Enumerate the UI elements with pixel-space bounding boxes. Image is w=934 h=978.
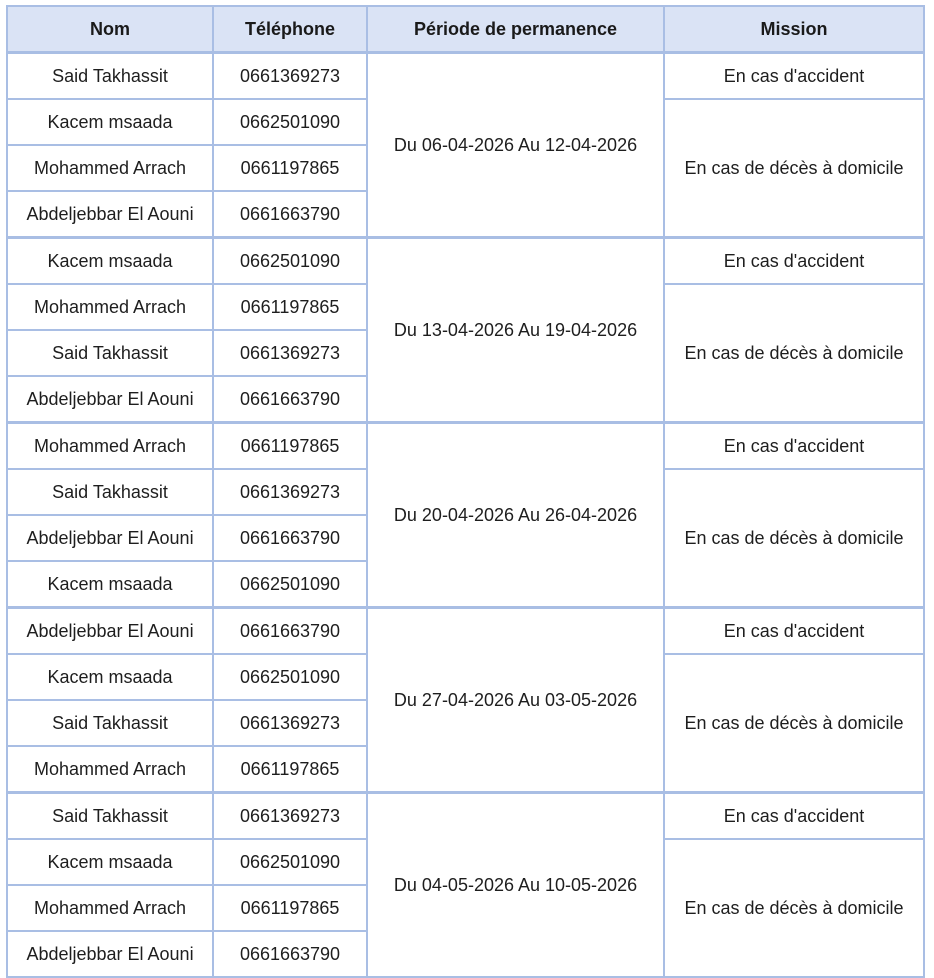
mission-accident: En cas d'accident <box>664 423 924 470</box>
person-name: Kacem msaada <box>7 839 213 885</box>
person-name: Kacem msaada <box>7 561 213 608</box>
mission-accident: En cas d'accident <box>664 53 924 100</box>
person-phone: 0661369273 <box>213 793 367 840</box>
person-name: Abdeljebbar El Aouni <box>7 931 213 977</box>
mission-accident: En cas d'accident <box>664 608 924 655</box>
person-phone: 0662501090 <box>213 839 367 885</box>
person-phone: 0661197865 <box>213 423 367 470</box>
person-phone: 0661663790 <box>213 376 367 423</box>
person-phone: 0661369273 <box>213 469 367 515</box>
person-phone: 0661197865 <box>213 145 367 191</box>
person-name: Said Takhassit <box>7 700 213 746</box>
person-phone: 0661663790 <box>213 515 367 561</box>
person-name: Kacem msaada <box>7 238 213 285</box>
person-name: Mohammed Arrach <box>7 145 213 191</box>
mission-deces: En cas de décès à domicile <box>664 469 924 608</box>
permanence-period: Du 04-05-2026 Au 10-05-2026 <box>367 793 664 978</box>
header-phone: Téléphone <box>213 6 367 53</box>
person-name: Abdeljebbar El Aouni <box>7 515 213 561</box>
table-row <box>7 53 924 100</box>
permanence-period: Du 06-04-2026 Au 12-04-2026 <box>367 53 664 238</box>
permanence-table <box>6 5 925 978</box>
person-name: Mohammed Arrach <box>7 885 213 931</box>
person-phone: 0661369273 <box>213 53 367 100</box>
permanence-period: Du 13-04-2026 Au 19-04-2026 <box>367 238 664 423</box>
header-row <box>7 6 924 53</box>
header-mission: Mission <box>664 6 924 53</box>
person-name: Mohammed Arrach <box>7 746 213 793</box>
person-phone: 0662501090 <box>213 561 367 608</box>
table-row <box>7 608 924 655</box>
table-row <box>7 793 924 840</box>
mission-deces: En cas de décès à domicile <box>664 654 924 793</box>
person-phone: 0662501090 <box>213 99 367 145</box>
person-phone: 0661197865 <box>213 284 367 330</box>
person-name: Said Takhassit <box>7 53 213 100</box>
person-name: Kacem msaada <box>7 654 213 700</box>
person-phone: 0661197865 <box>213 746 367 793</box>
person-phone: 0661369273 <box>213 700 367 746</box>
person-phone: 0661663790 <box>213 191 367 238</box>
person-name: Said Takhassit <box>7 469 213 515</box>
person-name: Said Takhassit <box>7 330 213 376</box>
mission-accident: En cas d'accident <box>664 238 924 285</box>
person-name: Said Takhassit <box>7 793 213 840</box>
permanence-period: Du 27-04-2026 Au 03-05-2026 <box>367 608 664 793</box>
table-body <box>7 53 924 978</box>
person-name: Abdeljebbar El Aouni <box>7 191 213 238</box>
person-phone: 0661369273 <box>213 330 367 376</box>
mission-accident: En cas d'accident <box>664 793 924 840</box>
mission-deces: En cas de décès à domicile <box>664 839 924 977</box>
person-phone: 0661663790 <box>213 931 367 977</box>
person-phone: 0662501090 <box>213 238 367 285</box>
mission-deces: En cas de décès à domicile <box>664 284 924 423</box>
person-name: Mohammed Arrach <box>7 423 213 470</box>
table-header <box>7 6 924 53</box>
table-row <box>7 238 924 285</box>
header-period: Période de permanence <box>367 6 664 53</box>
person-phone: 0662501090 <box>213 654 367 700</box>
person-phone: 0661197865 <box>213 885 367 931</box>
table-row <box>7 423 924 470</box>
person-name: Kacem msaada <box>7 99 213 145</box>
person-name: Mohammed Arrach <box>7 284 213 330</box>
mission-deces: En cas de décès à domicile <box>664 99 924 238</box>
permanence-period: Du 20-04-2026 Au 26-04-2026 <box>367 423 664 608</box>
person-name: Abdeljebbar El Aouni <box>7 608 213 655</box>
person-phone: 0661663790 <box>213 608 367 655</box>
person-name: Abdeljebbar El Aouni <box>7 376 213 423</box>
header-name: Nom <box>7 6 213 53</box>
